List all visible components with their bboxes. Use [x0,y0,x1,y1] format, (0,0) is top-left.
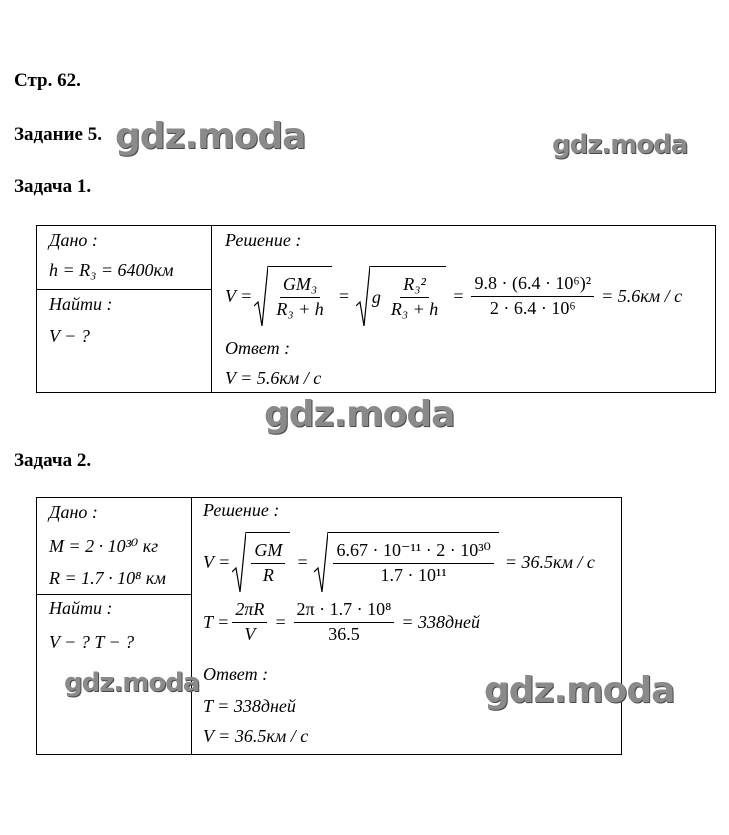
task2-t-result: = 338дней [401,611,481,632]
task1-answer-label: Ответ : [225,338,291,358]
task1-eq-v: V = [225,285,253,306]
task2-f2-den: 36.5 [328,623,360,644]
task2-given-label: Дано : [49,502,98,522]
task1-sqrt1-den: R₃ + h [276,299,324,319]
task2-eq-t-equals: = [274,611,287,632]
task2-eq-equals-1: = [296,551,309,572]
task2-given-line-radius: R = 1.7 · 10⁸ км [49,568,166,588]
watermark: gdz.moda [552,130,688,160]
task2-given-divider [37,594,191,595]
task2-answer-line-v: V = 36.5км / с [203,726,309,746]
radical-sign-icon [254,266,268,326]
task2-eq-t: T = [203,611,230,632]
task1-divider [211,226,212,392]
task1-eq-g: g [371,287,381,307]
task1-given-divider [37,289,211,290]
task2-find-line: V − ? T − ? [49,632,135,652]
task1-eq-equals-2: = [452,285,465,306]
task1-eq-equals-1: = [337,285,350,306]
task2-eq-v: V = [203,551,231,572]
task2-given-line-mass: M = 2 · 10³⁰ кг [49,536,159,556]
task2-sqrt-2 [314,532,498,592]
page-heading: Стр. 62. [14,70,81,91]
task1-given-label: Дано : [49,230,98,250]
task1-sqrt-2 [356,266,446,326]
task1-calc-den: 2 · 6.4 · 10⁶ [489,297,576,318]
task2-divider [191,498,192,754]
task2-f2-num: 2π · 1.7 · 10⁸ [294,600,395,623]
task2-equation-t [203,600,480,645]
watermark: gdz.moda [264,394,455,435]
task1-inner-den: R₃ + h [390,299,439,319]
task1-box [36,225,716,393]
task1-sqrt1-num: GM₃ [280,275,320,298]
task2-v-result: = 36.5км / с [504,551,595,572]
task1-find-label: Найти : [49,294,113,314]
radical-sign-icon [232,532,246,592]
task1-solution-label: Решение : [225,230,302,250]
task1-sqrt-1 [254,266,331,326]
task2-solution-label: Решение : [203,500,280,520]
watermark: gdz.moda [115,116,306,157]
watermark: gdz.moda [64,668,200,698]
task2-sqrt-den: R [262,565,274,585]
task2-sqrt-1 [232,532,290,592]
task1-find-line: V − ? [49,326,90,346]
task2-f1-den: V [244,623,256,644]
task2-calc-den: 1.7 · 10¹¹ [380,565,447,585]
task1-answer-line: V = 5.6км / с [225,368,322,388]
task2-answer-label: Ответ : [203,664,269,684]
task1-heading: Задача 1. [14,176,92,197]
task2-equation-v [203,532,595,592]
task2-box [36,497,622,755]
task2-calc-num: 6.67 · 10⁻¹¹ · 2 · 10³⁰ [333,541,493,564]
task2-sqrt-num: GM [251,541,285,564]
task2-f1-num: 2πR [232,600,267,623]
task1-result: = 5.6км / с [601,285,683,306]
task2-answer-line-t: T = 338дней [203,696,296,716]
task2-find-label: Найти : [49,598,113,618]
task1-inner-num: R₃² [400,275,429,298]
task2-heading: Задача 2. [14,450,92,471]
radical-sign-icon [356,266,370,326]
assignment-heading: Задание 5. [14,124,102,145]
watermark: gdz.moda [484,670,675,711]
radical-sign-icon [314,532,328,592]
task1-given-line: h = R₃ = 6400км [49,260,174,280]
task1-equation [225,266,682,326]
task1-calc-num: 9.8 · (6.4 · 10⁶)² [471,274,594,297]
